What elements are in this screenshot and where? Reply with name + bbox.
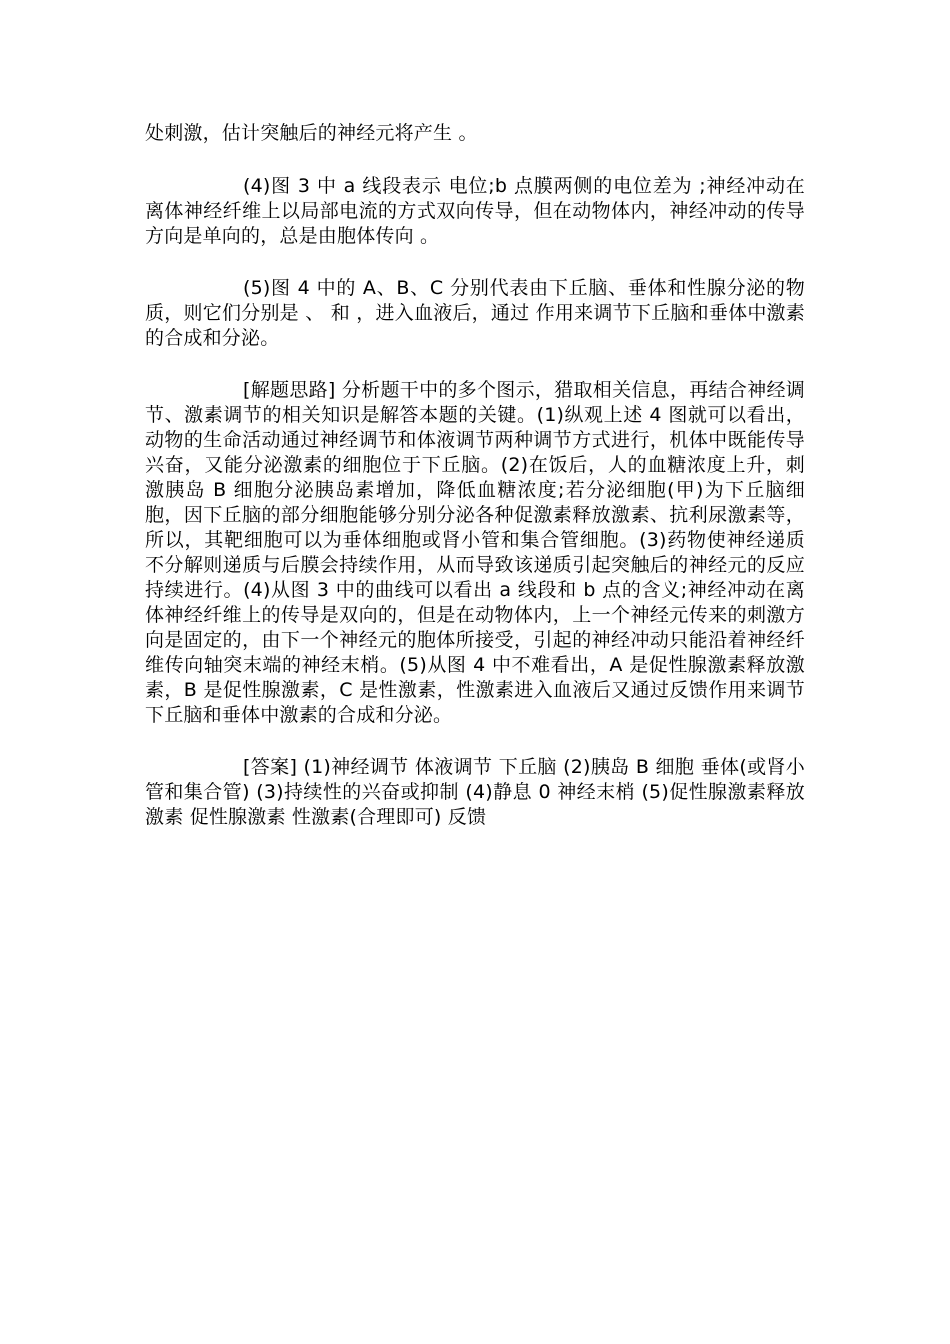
question-4-paragraph: (4)图 3 中 a 线段表示 电位;b 点膜两侧的电位差为 ;神经冲动在离体神经纤维上以局部电流的方式双向传导，但在动物体内，神经冲动的传导方向是单向的，总是由胞体传向 。 [145, 175, 805, 247]
paragraph-stimulus-continuation: 处刺激，估计突触后的神经元将产生 。 [145, 122, 478, 144]
answer-paragraph: [答案] (1)神经调节 体液调节 下丘脑 (2)胰岛 B 细胞 垂体(或肾小管和集合管) (3)持续性的兴奋或抑制 (4)静息 0 神经末梢 (5)促性腺激素释放激素 促性腺激素 性激素(合理即可) 反馈 [145, 756, 805, 828]
solution-approach-paragraph: [解题思路] 分析题干中的多个图示，猎取相关信息，再结合神经调节、激素调节的相关知识是解答本题的关键。(1)纵观上述 4 图就可以看出，动物的生命活动通过神经调节和体液调节两种调节方式进行，机体中既能传导兴奋，又能分泌激素的细胞位于下丘脑。(2)在饭后，人的血糖浓度上升，刺激胰岛 B 细胞分泌胰岛素增加，降低血糖浓度;若分泌细胞(甲)为下丘脑细胞，因下丘脑的部分细胞能够分别分泌各种促激素释放激素、抗利尿激素等，所以，其靶细胞可以为垂体细胞或肾小管和集合管细胞。(3)药物使神经递质不分解则递质与后膜会持续作用，从而导致该递质引起突触后的神经元的反应持续进行。(4)从图 3 中的曲线可以看出 a 线段和 b 点的含义;神经冲动在离体神经纤维上的传导是双向的，但是在动物体内，上一个神经元传来的刺激方向是固定的，由下一个神经元的胞体所接受，引起的神经冲动只能沿着神经纤维传向轴突末端的神经末梢。(5)从图 4 中不难看出，A 是促性腺激素释放激素，B 是促性腺激素，C 是性激素，性激素进入血液后又通过反馈作用来调节下丘脑和垂体中激素的合成和分泌。 [145, 379, 805, 726]
document-body [145, 121, 805, 857]
question-5-paragraph: (5)图 4 中的 A、B、C 分别代表由下丘脑、垂体和性腺分泌的物质，则它们分别是 、 和 ，进入血液后，通过 作用来调节下丘脑和垂体中激素的合成和分泌。 [145, 277, 805, 349]
